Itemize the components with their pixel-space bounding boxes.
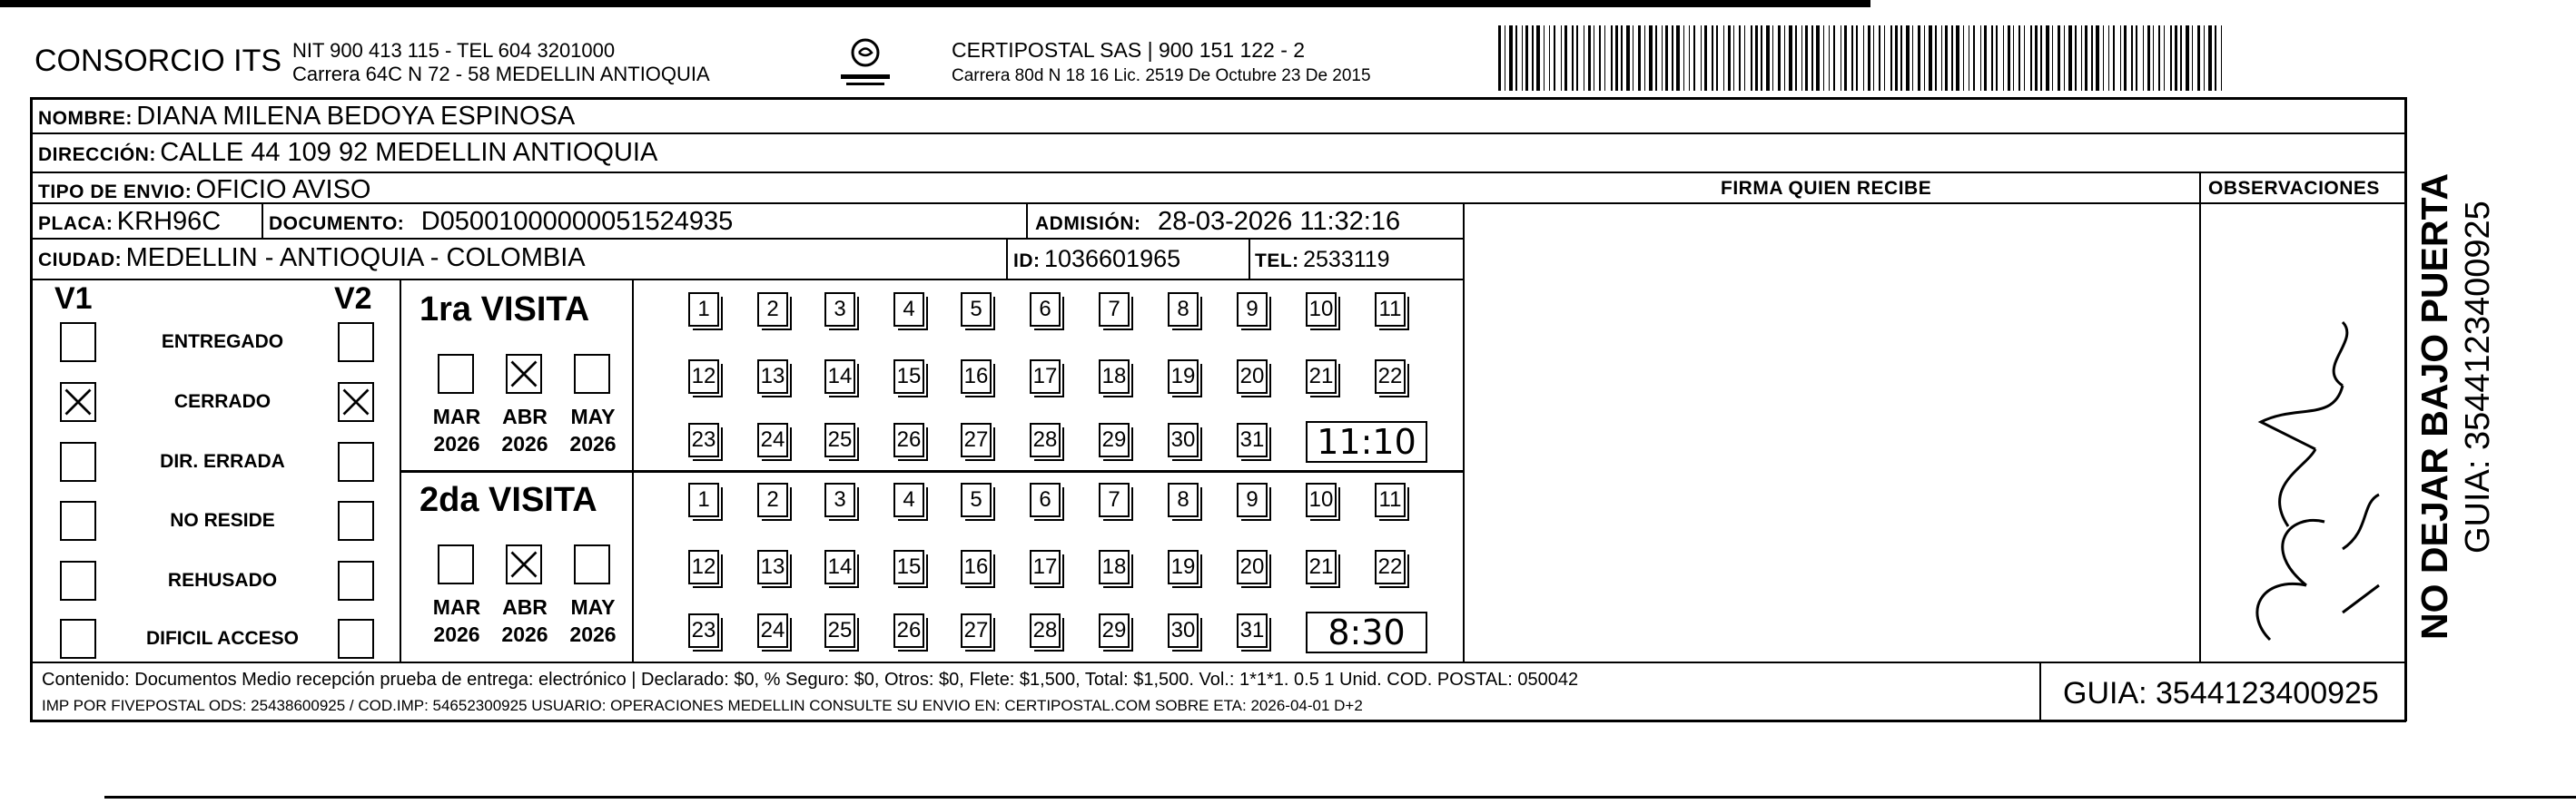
nombre-value: DIANA MILENA BEDOYA ESPINOSA	[136, 102, 576, 131]
v1-checkbox[interactable]	[60, 442, 96, 482]
barcode-bar	[1544, 25, 1545, 91]
barcode-bar	[1665, 25, 1668, 91]
barcode-bar	[1884, 25, 1885, 91]
month-checkbox[interactable]	[574, 544, 610, 584]
barcode-bar	[2046, 25, 2049, 91]
day-box[interactable]: 9	[1237, 483, 1268, 517]
visit-time: 11:10	[1317, 422, 1416, 462]
v2-checkbox[interactable]	[338, 619, 374, 659]
documento-row	[269, 207, 733, 237]
id-value: 1036601965	[1043, 245, 1181, 272]
barcode-bar	[1626, 25, 1630, 91]
month-checkbox[interactable]	[574, 354, 610, 394]
barcode-bar	[2052, 25, 2053, 91]
v2-checkbox[interactable]	[338, 322, 374, 362]
check-x-icon	[62, 384, 94, 420]
day-box[interactable]: 20	[1237, 550, 1268, 584]
barcode-bar	[1564, 25, 1567, 91]
barcode-bar	[2040, 25, 2042, 91]
barcode-bar	[1900, 25, 1902, 91]
barcode-bar	[1755, 25, 1758, 91]
day-box[interactable]: 29	[1099, 423, 1130, 457]
visit-time-box[interactable]	[1306, 421, 1427, 463]
tipo-row	[38, 175, 370, 205]
barcode-bar	[1733, 25, 1734, 91]
barcode-bar	[1991, 25, 1993, 91]
year-label: 2026	[569, 432, 617, 456]
company-nit: NIT 900 413 115 - TEL 604 3201000	[292, 39, 616, 62]
barcode-bar	[1515, 25, 1517, 91]
barcode-bar	[1554, 25, 1555, 91]
barcode-bar	[1918, 25, 1920, 91]
check-x-icon	[508, 546, 540, 583]
day-box[interactable]: 12	[688, 359, 719, 394]
day-box[interactable]: 14	[824, 359, 855, 394]
barcode-bar	[1778, 25, 1781, 91]
footer-imp: IMP POR FIVEPOSTAL ODS: 25438600925 / COD.IMP: 54652300925 USUARIO: OPERACIONES MEDELLIN CONSULTE SU ENVIO EN: CERTIPOSTAL.COM SOBRE ETA: 2026-04-01 D+2	[42, 697, 1363, 714]
nombre-row	[38, 102, 575, 132]
barcode-bar	[2018, 25, 2020, 91]
barcode-bar	[2058, 25, 2060, 91]
barcode-bar	[1945, 25, 1948, 91]
barcode-bar	[1599, 25, 1601, 91]
day-box[interactable]: 21	[1306, 550, 1337, 584]
barcode-bar	[1929, 25, 1932, 91]
day-box[interactable]: 24	[757, 613, 788, 648]
v1-checkbox[interactable]	[60, 619, 96, 659]
barcode-bar	[2113, 25, 2115, 91]
day-box[interactable]: 25	[824, 423, 855, 457]
barcode-bar	[1662, 25, 1663, 91]
v1-checkbox[interactable]	[60, 382, 96, 422]
day-box[interactable]: 1	[688, 483, 719, 517]
admision-row	[1035, 207, 1400, 237]
day-box[interactable]: 25	[824, 613, 855, 648]
barcode-bar	[1701, 25, 1702, 91]
barcode-bar	[2096, 25, 2099, 91]
ciudad-row	[38, 243, 586, 273]
barcode-bar	[2085, 25, 2087, 91]
v2-checkbox[interactable]	[338, 561, 374, 601]
barcode-bar	[1644, 25, 1645, 91]
tel-label: TEL:	[1255, 250, 1299, 271]
barcode-bar	[2170, 25, 2172, 91]
barcode-bar	[2030, 25, 2032, 91]
check-x-icon	[340, 384, 372, 420]
observaciones-column-header: OBSERVACIONES	[2208, 178, 2380, 199]
day-box[interactable]: 31	[1237, 423, 1268, 457]
barcode-bar	[1816, 25, 1820, 91]
day-box[interactable]: 30	[1168, 423, 1199, 457]
year-label: 2026	[501, 432, 548, 456]
barcode-bar	[1829, 25, 1830, 91]
month-label: ABR	[502, 595, 548, 619]
id-label: ID:	[1013, 250, 1041, 271]
barcode-bar	[1789, 25, 1792, 91]
barcode-bar	[1823, 25, 1824, 91]
barcode-bar	[1844, 25, 1847, 91]
barcode-bar	[1751, 25, 1752, 91]
barcode-bar	[1963, 25, 1964, 91]
barcode-bar	[1879, 25, 1880, 91]
barcode-bar	[1801, 25, 1802, 91]
check-x-icon	[508, 356, 540, 392]
placa-label: PLACA:	[38, 213, 114, 234]
visit-time: 8:30	[1327, 613, 1406, 652]
barcode-bar	[1951, 25, 1953, 91]
barcode-bar	[1984, 25, 1987, 91]
day-box[interactable]: 9	[1237, 292, 1268, 327]
v2-checkbox[interactable]	[338, 382, 374, 422]
status-label: CERRADO	[173, 391, 271, 412]
barcode-bar	[1712, 25, 1713, 91]
v2-checkbox[interactable]	[338, 501, 374, 541]
firma-column-header: FIRMA QUIEN RECIBE	[1721, 178, 1932, 199]
status-label: NO RESIDE	[170, 510, 275, 531]
day-box[interactable]: 16	[961, 550, 992, 584]
day-box[interactable]: 26	[893, 613, 924, 648]
day-box[interactable]: 30	[1168, 613, 1199, 648]
year-label: 2026	[433, 432, 480, 456]
day-box[interactable]: 11	[1375, 292, 1406, 327]
barcode-bar	[2103, 25, 2104, 91]
id-row	[1013, 245, 1180, 273]
day-box[interactable]: 3	[824, 483, 855, 517]
barcode-bar	[1621, 25, 1623, 91]
admision-label: ADMISIÓN:	[1035, 213, 1141, 234]
barcode-bar	[1856, 25, 1858, 91]
day-box[interactable]: 22	[1375, 359, 1406, 394]
barcode-bar	[1772, 25, 1773, 91]
day-box[interactable]: 18	[1099, 550, 1130, 584]
barcode-bar	[1851, 25, 1853, 91]
visit-time-box[interactable]	[1306, 612, 1427, 653]
visit-title: 2da VISITA	[419, 481, 597, 519]
tipo-label: TIPO DE ENVIO:	[38, 181, 192, 202]
barcode-bar	[1890, 25, 1892, 91]
status-label: REHUSADO	[167, 570, 278, 591]
recipient-signature	[2206, 313, 2388, 649]
visit-title: 1ra VISITA	[419, 290, 590, 328]
barcode-bar	[1498, 25, 1501, 91]
barcode-bar	[1693, 25, 1695, 91]
month-label: MAR	[432, 595, 481, 619]
carrier-name: CERTIPOSTAL SAS | 900 151 122 - 2	[952, 38, 1306, 62]
day-box[interactable]: 27	[961, 423, 992, 457]
barcode-bar	[1509, 25, 1513, 91]
barcode-bar	[2108, 25, 2109, 91]
day-box[interactable]: 10	[1306, 292, 1337, 327]
certipostal-logo-icon	[834, 33, 897, 91]
day-box[interactable]: 13	[757, 550, 788, 584]
barcode-bar	[1561, 25, 1562, 91]
barcode-bar	[1868, 25, 1870, 91]
barcode-bar	[1611, 25, 1613, 91]
barcode-bar	[2075, 25, 2077, 91]
month-label: MAY	[570, 405, 616, 428]
documento-label: DOCUMENTO:	[269, 213, 405, 234]
barcode-bar	[2215, 25, 2216, 91]
day-box[interactable]: 21	[1306, 359, 1337, 394]
barcode-bar	[2208, 25, 2212, 91]
barcode-bar	[1924, 25, 1925, 91]
day-box[interactable]: 1	[688, 292, 719, 327]
v1-checkbox[interactable]	[60, 561, 96, 601]
direccion-label: DIRECCIÓN:	[38, 144, 156, 165]
barcode-bar	[1728, 25, 1731, 91]
direccion-value: CALLE 44 109 92 MEDELLIN ANTIOQUIA	[160, 138, 658, 167]
barcode-bar	[2164, 25, 2165, 91]
barcode-bar	[2008, 25, 2010, 91]
barcode-bar	[1833, 25, 1835, 91]
tipo-value: OFICIO AVISO	[195, 175, 371, 204]
barcode-bar	[1588, 25, 1591, 91]
day-box[interactable]: 2	[757, 292, 788, 327]
nombre-label: NOMBRE:	[38, 108, 133, 129]
barcode-bar	[1572, 25, 1574, 91]
tel-value: 2533119	[1303, 247, 1390, 272]
barcode-bar	[1576, 25, 1578, 91]
day-box[interactable]: 14	[824, 550, 855, 584]
status-label: DIFICIL ACCESO	[145, 628, 299, 649]
month-label: ABR	[502, 405, 548, 428]
barcode-bar	[2081, 25, 2082, 91]
day-box[interactable]: 15	[893, 550, 924, 584]
side-guia: GUIA: 3544123400925	[2459, 201, 2497, 554]
barcode-bar	[2091, 25, 2093, 91]
day-box[interactable]: 22	[1375, 550, 1406, 584]
day-box[interactable]: 19	[1168, 359, 1199, 394]
placa-value: KRH96C	[116, 207, 222, 236]
barcode-bar	[2192, 25, 2193, 91]
barcode-bar	[1532, 25, 1534, 91]
barcode-bar	[2221, 25, 2222, 91]
footer-contenido: Contenido: Documentos Medio recepción prueba de entrega: electrónico | Declarado: $0, % Seguro: $0, Otros: $0, Flete: $1,500, Total: $1,500. Vol.: 1*1*1. 0.5 1 Unid. COD. POSTAL: 050042	[42, 670, 1579, 690]
barcode-bar	[2143, 25, 2144, 91]
barcode-bar	[1704, 25, 1707, 91]
v1-header: V1	[54, 281, 93, 316]
day-box[interactable]: 7	[1099, 292, 1130, 327]
barcode-bar	[2064, 25, 2065, 91]
day-box[interactable]: 3	[824, 292, 855, 327]
barcode-bar	[1615, 25, 1618, 91]
month-label: MAY	[570, 595, 616, 619]
day-box[interactable]: 6	[1030, 292, 1061, 327]
day-box[interactable]: 28	[1030, 423, 1061, 457]
barcode-bar	[2131, 25, 2133, 91]
day-box[interactable]: 18	[1099, 359, 1130, 394]
day-box[interactable]: 19	[1168, 550, 1199, 584]
day-box[interactable]: 7	[1099, 483, 1130, 517]
barcode-bar	[2147, 25, 2150, 91]
barcode-bar	[1912, 25, 1913, 91]
barcode-bar	[1941, 25, 1942, 91]
barcode-bar	[2136, 25, 2137, 91]
documento-value: D05001000000051524935	[420, 207, 734, 236]
direccion-row	[38, 138, 657, 168]
barcode-bar	[2175, 25, 2177, 91]
barcode-bar	[1649, 25, 1653, 91]
admision-value: 28-03-2026 11:32:16	[1157, 207, 1401, 236]
barcode-bar	[2204, 25, 2205, 91]
barcode-bar	[1766, 25, 1770, 91]
day-box[interactable]: 16	[961, 359, 992, 394]
carrier-address: Carrera 80d N 18 16 Lic. 2519 De Octubre 23 De 2015	[952, 66, 1371, 85]
barcode-bar	[2124, 25, 2127, 91]
day-box[interactable]: 4	[893, 292, 924, 327]
day-box[interactable]: 31	[1237, 613, 1268, 648]
barcode-bar	[2186, 25, 2189, 91]
barcode-bar	[1956, 25, 1959, 91]
barcode-bar	[1811, 25, 1813, 91]
barcode-bar	[1536, 25, 1540, 91]
day-box[interactable]: 8	[1168, 292, 1199, 327]
barcode-bar	[1723, 25, 1724, 91]
bottom-border	[104, 796, 2576, 799]
barcode-bar	[1549, 25, 1550, 91]
barcode-bar	[1895, 25, 1898, 91]
company-address: Carrera 64C N 72 - 58 MEDELLIN ANTIOQUIA	[292, 63, 710, 85]
year-label: 2026	[569, 623, 617, 646]
barcode-bar	[1744, 25, 1745, 91]
day-box[interactable]: 27	[961, 613, 992, 648]
month-checkbox[interactable]	[506, 354, 542, 394]
barcode-bar	[1655, 25, 1657, 91]
barcode-bar	[1863, 25, 1864, 91]
barcode-bar	[2120, 25, 2121, 91]
day-box[interactable]: 8	[1168, 483, 1199, 517]
footer-guia: GUIA: 3544123400925	[2063, 676, 2379, 711]
barcode-bar	[2180, 25, 2182, 91]
barcode-bar	[1935, 25, 1937, 91]
v2-header: V2	[334, 281, 372, 316]
day-box[interactable]: 10	[1306, 483, 1337, 517]
day-box[interactable]: 26	[893, 423, 924, 457]
barcode-bar	[2158, 25, 2160, 91]
v1-checkbox[interactable]	[60, 322, 96, 362]
day-box[interactable]: 23	[688, 613, 719, 648]
day-box[interactable]: 17	[1030, 359, 1061, 394]
barcode-bar	[1672, 25, 1673, 91]
ciudad-label: CIUDAD:	[38, 250, 123, 270]
barcode-bar	[2068, 25, 2072, 91]
year-label: 2026	[501, 623, 548, 646]
top-border	[0, 0, 1870, 7]
month-checkbox[interactable]	[438, 354, 474, 394]
status-label: DIR. ERRADA	[160, 451, 285, 472]
barcode-bar	[1980, 25, 1981, 91]
barcode-bar	[1604, 25, 1605, 91]
barcode-bar	[2003, 25, 2004, 91]
month-checkbox[interactable]	[506, 544, 542, 584]
day-box[interactable]: 17	[1030, 550, 1061, 584]
barcode-bar	[1689, 25, 1690, 91]
month-checkbox[interactable]	[438, 544, 474, 584]
status-label: ENTREGADO	[161, 331, 284, 352]
day-box[interactable]: 4	[893, 483, 924, 517]
placa-row	[38, 207, 221, 237]
v2-checkbox[interactable]	[338, 442, 374, 482]
barcode-bar	[2024, 25, 2025, 91]
day-box[interactable]: 6	[1030, 483, 1061, 517]
barcode-bar	[1761, 25, 1762, 91]
day-box[interactable]: 29	[1099, 613, 1130, 648]
tel-row	[1255, 247, 1390, 273]
barcode-bar	[1676, 25, 1680, 91]
barcode-bar	[1716, 25, 1718, 91]
barcode-bar	[1522, 25, 1523, 91]
day-box[interactable]: 5	[961, 483, 992, 517]
v1-checkbox[interactable]	[60, 501, 96, 541]
barcode-bar	[1805, 25, 1808, 91]
no-dejar-bajo-puerta: NO DEJAR BAJO PUERTA	[2413, 172, 2455, 640]
company-name: CONSORCIO ITS	[35, 44, 282, 78]
day-box[interactable]: 24	[757, 423, 788, 457]
barcode-bar	[1525, 25, 1528, 91]
month-label: MAR	[432, 405, 481, 428]
barcode-bar	[1906, 25, 1910, 91]
ciudad-value: MEDELLIN - ANTIOQUIA - COLOMBIA	[125, 243, 586, 272]
barcode-bar	[1784, 25, 1785, 91]
barcode-bar	[2153, 25, 2154, 91]
day-box[interactable]: 23	[688, 423, 719, 457]
barcode-bar	[2013, 25, 2014, 91]
barcode-bar	[1873, 25, 1874, 91]
day-box[interactable]: 15	[893, 359, 924, 394]
day-box[interactable]: 2	[757, 483, 788, 517]
day-box[interactable]: 11	[1375, 483, 1406, 517]
barcode	[1498, 25, 2229, 91]
barcode-bar	[1683, 25, 1684, 91]
barcode-bar	[1795, 25, 1797, 91]
day-box[interactable]: 20	[1237, 359, 1268, 394]
barcode-bar	[1739, 25, 1741, 91]
day-box[interactable]: 28	[1030, 613, 1061, 648]
barcode-bar	[2035, 25, 2038, 91]
barcode-bar	[1996, 25, 1998, 91]
barcode-bar	[1638, 25, 1641, 91]
day-box[interactable]: 12	[688, 550, 719, 584]
year-label: 2026	[433, 623, 480, 646]
day-box[interactable]: 13	[757, 359, 788, 394]
barcode-bar	[2197, 25, 2200, 91]
barcode-bar	[1973, 25, 1975, 91]
day-box[interactable]: 5	[961, 292, 992, 327]
